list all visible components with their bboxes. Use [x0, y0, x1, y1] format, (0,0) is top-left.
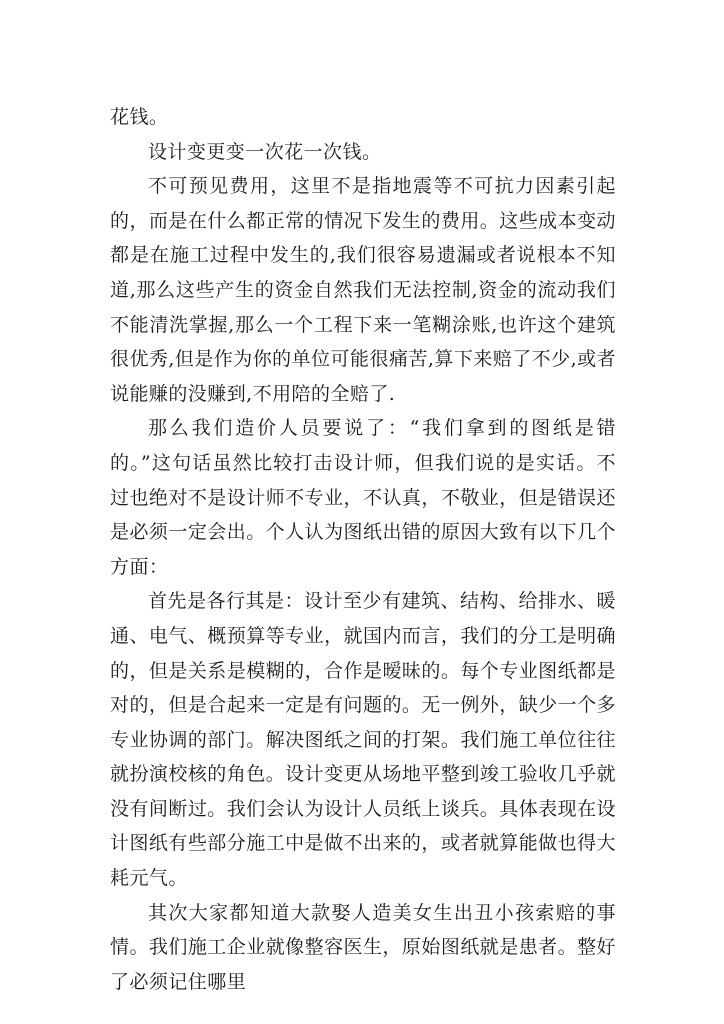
- paragraph-drawings-wrong: 那么我们造价人员要说了：“我们拿到的图纸是错的。”这句话虽然比较打击设计师，但我们说的是实话。不过也绝对不是设计师不专业，不认真，不敬业，但是错误还是必须一定会出。个人认为图纸出错的原因大致有以下几个方面：: [110, 417, 616, 578]
- paragraph-second-reason: 其次大家都知道大款娶人造美女生出丑小孩索赔的事情。我们施工企业就像整容医生，原始图纸就是患者。整好了必须记住哪里: [110, 901, 616, 993]
- paragraph-continuation: 花钱。: [110, 106, 169, 128]
- paragraph-first-reason: 首先是各行其是：设计至少有建筑、结构、给排水、暖通、电气、概预算等专业，就国内而言，我们的分工是明确的，但是关系是模糊的，合作是暧昧的。每个专业图纸都是对的，但是合起来一定是有问题的。无一例外，缺少一个多专业协调的部门。解决图纸之间的打架。我们施工单位往往就扮演校核的角色。设计变更从场地平整到竣工验收几乎就没有间断过。我们会认为设计人员纸上谈兵。具体表现在设计图纸有些部分施工中是做不出来的，或者就算能做也得大耗元气。: [110, 590, 616, 890]
- paragraph-unforeseen-costs: 不可预见费用，这里不是指地震等不可抗力因素引起的，而是在什么都正常的情况下发生的费用。这些成本变动都是在施工过程中发生的,我们很容易遗漏或者说根本不知道,那么这些产生的资金自然我们无法控制,资金的流动我们不能清洗掌握,那么一个工程下来一笔糊涂账,也许这个建筑很优秀,但是作为你的单位可能很痛苦,算下来赔了不少,或者说能赚的没赚到,不用陪的全赔了.: [110, 175, 616, 405]
- document-body: [110, 100, 616, 999]
- paragraph-design-change: 设计变更变一次花一次钱。: [148, 140, 382, 163]
